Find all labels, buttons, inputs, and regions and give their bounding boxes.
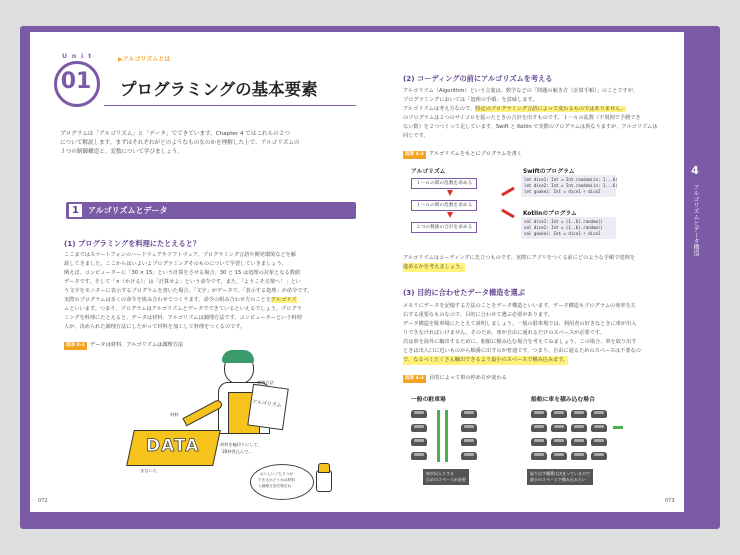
unit-badge bbox=[54, 53, 104, 103]
ship-title: 船舶に車を積み込む場合 bbox=[531, 397, 595, 403]
page-title: プログラミングの基本要素 bbox=[120, 80, 318, 99]
para1-line-6 bbox=[64, 296, 297, 305]
chapter-side-tab bbox=[684, 158, 706, 298]
lane-arrow-up-icon bbox=[437, 410, 440, 462]
intro-line-3: ３つの制御構造と、変数について学びましょう。 bbox=[60, 149, 183, 155]
car-icon bbox=[411, 424, 427, 432]
figure-badge-4-3: 図表 4-3 bbox=[405, 376, 424, 381]
label-recipe: 調理方法 bbox=[257, 380, 274, 385]
car-icon bbox=[461, 452, 477, 460]
algo-step-2: １～６の間の乱数を求める bbox=[411, 200, 477, 211]
algo-title: アルゴリズム bbox=[411, 169, 446, 175]
arrow-right-icon-swift bbox=[501, 187, 515, 197]
para2-line-1: アルゴリズム（Algorithm）という言葉は、数学などの「問題の解き方（計算手順）」のことですが、 bbox=[403, 88, 639, 94]
para2-line-2: プログラミングにおいては「処理の手順」を意味します。 bbox=[403, 97, 538, 103]
parking-note-line-1: 車が出入りする bbox=[426, 471, 454, 476]
label-note-1: 材料を輪切りにして、 bbox=[220, 442, 262, 447]
car-icon bbox=[411, 452, 427, 460]
para4-line-4: りできなければいけません。そのため、車が自由に通れるだけのスペースが必要です。 bbox=[403, 330, 605, 336]
subsection-heading-1: (1) プログラミングを料理にたとえると？ bbox=[64, 239, 201, 248]
parking-note-line-2: 広めのスペースが必要 bbox=[426, 477, 466, 482]
para2-line-6: 同じです。 bbox=[403, 133, 429, 139]
car-icon bbox=[591, 410, 607, 418]
intro-line-2: について解説します。まずはそれぞれがどのようなものなのかを理解した上で、アルゴリズムの bbox=[60, 140, 300, 146]
para1-line-5: う文字をモニターに表示するプログラムを書いた場合、「文字」がデータで、「表示する処理」が命令です。 bbox=[64, 288, 313, 294]
mascot-hat bbox=[318, 463, 330, 473]
kotlin-code-line-2: val dice2: Int = (1..6).random() bbox=[524, 225, 603, 230]
para1-line-8: ミングを料理にたとえると、データは材料、アルゴリズムは調理方法です。コンピューターという料理 bbox=[64, 315, 302, 321]
car-icon bbox=[531, 452, 547, 460]
figure-caption-4-3: 目的によって車の停め方が変わる bbox=[429, 375, 507, 381]
car-icon bbox=[531, 424, 547, 432]
car-icon bbox=[461, 410, 477, 418]
kotlin-code-line-3: val goukei: Int = dice1 + dice2 bbox=[524, 231, 601, 236]
subsection-heading-3: (3) 目的に合わせたデータ構造を選ぶ bbox=[403, 288, 525, 297]
para1-line-3: 例えば、コンピューターに「30 × 15」という計算をさせる場合、30 と 15 は処理の対象となる数値 bbox=[64, 270, 301, 276]
mascot bbox=[316, 470, 332, 492]
car-icon bbox=[551, 452, 567, 460]
chef-hair bbox=[222, 350, 254, 363]
ship-note-line-1: 取り出す順番は決まっているので bbox=[530, 471, 590, 476]
data-label: DATA bbox=[146, 436, 200, 456]
para3-line-2: 進めるかを考えましょう。 bbox=[403, 264, 466, 270]
para2-highlight: 特定のプログラミング言語によって変わるものではありません。 bbox=[475, 106, 626, 112]
section-title: アルゴリズムとデータ bbox=[88, 206, 168, 215]
parking-title: 一般の駐車場 bbox=[411, 397, 446, 403]
car-icon bbox=[591, 452, 607, 460]
para4-line-6: ときは出入口に近いものから順番に出すのが普通です。つまり、自由に通るためのスペースは不要なの bbox=[403, 348, 641, 354]
para1-highlight: アルゴリズ bbox=[271, 297, 297, 303]
para1-line-2: 説してきました。ここからはいよいよプログラミングそのものについて学習していきましょう。 bbox=[64, 261, 287, 267]
swift-code-line-2: let dice2: Int = Int.random(in: 1...6) bbox=[524, 183, 618, 188]
chapter-tab-text: アルゴリズムとデータ構造 bbox=[692, 184, 699, 256]
para4-line-1: メモリにデータを記憶する方法のことをデータ構造といいます。データ構造もプログラムの効率を左 bbox=[403, 303, 636, 309]
para4-line-2: 右する重要なものなので、目的に合わせて選ぶ必要があります。 bbox=[403, 312, 553, 318]
figure-badge-4-1: 図表 4-1 bbox=[66, 343, 85, 348]
title-rule bbox=[104, 105, 356, 106]
para2-line-3: アルゴリズムは考え方なので、特定のプログラミング言語によって変わるものではありません。 bbox=[403, 106, 626, 112]
car-icon bbox=[571, 438, 587, 446]
figure-badge-4-2: 図表 4-2 bbox=[405, 152, 424, 157]
section-number: 1 bbox=[69, 204, 82, 217]
para3-line-1: アルゴリズムはコーディングに先立つものです。実際にアプリをつくる前にどのような手順で処理を bbox=[403, 255, 635, 261]
car-icon bbox=[551, 438, 567, 446]
lane-arrow-down-icon bbox=[445, 410, 448, 462]
para1-line-1: ここまではスマートフォンのハードウェアやソフトウェア、プログラミング言語や開発環境などを解 bbox=[64, 252, 296, 258]
car-icon bbox=[591, 438, 607, 446]
car-icon bbox=[591, 424, 607, 432]
algo-step-1: １～６の間の乱数を求める bbox=[411, 178, 477, 189]
recipe-board-text: アルゴリズム bbox=[251, 398, 282, 410]
car-icon bbox=[571, 424, 587, 432]
para4-line-3: データ構造を駐車場にたとえて説明しましょう。一般の駐車場では、利用者の好きなときに車が出入 bbox=[403, 321, 637, 327]
swift-code-line-1: let dice1: Int = Int.random(in: 1...6) bbox=[524, 177, 618, 182]
arrow-down-icon-2 bbox=[447, 212, 453, 218]
car-icon bbox=[571, 410, 587, 418]
kotlin-code-line-1: val dice1: Int = (1..6).random() bbox=[524, 219, 603, 224]
para4-line-7: で、なるべくたくさん輸出できるよう最小のスペースで積み込みます。 bbox=[403, 357, 569, 363]
para1-line-4: データです。そして「×（かける）」は「計算せよ」という命令です。また、「ようこそ音楽へ！」とい bbox=[64, 279, 301, 285]
car-icon bbox=[571, 452, 587, 460]
page-number-right: 073 bbox=[665, 498, 675, 504]
para1-line-7: ムといいます。つまり、プログラムはアルゴリズムとデータでできているといえるでしょう。プログラ bbox=[64, 306, 302, 312]
car-icon bbox=[551, 424, 567, 432]
label-note-2: 30秒煮込んで… bbox=[222, 449, 253, 454]
car-icon bbox=[411, 410, 427, 418]
intro-line-1: プログラムは「アルゴリズム」と「データ」でできています。Chapter 4 ではこれらの２つ bbox=[60, 131, 291, 137]
exit-arrow-icon bbox=[613, 426, 623, 429]
kotlin-title: Kotlinのプログラム bbox=[523, 211, 577, 217]
figure-caption-4-1: データは材料、アルゴリズムは調理方法 bbox=[90, 342, 184, 348]
para2-line-4: のプログラムは２つのサイコロを振ったときの合計を出すものです。１～６の乱数（不規則で予測でき bbox=[403, 115, 641, 121]
para4-line-5: 次は車を海外に輸出するために、船舶に積み込む場合を考えてみましょう。この場合、車を取り出す bbox=[403, 339, 637, 345]
car-icon bbox=[461, 438, 477, 446]
bubble-line-2: できるかどうかは材料 bbox=[258, 478, 295, 482]
para1-line-6-text: 実際のプログラムは多くの命令を組み合わせてつくります。命令の組み合わせ方のことを bbox=[64, 297, 272, 303]
swift-code-line-3: let goukei: Int = dice1 + dice2 bbox=[524, 189, 601, 194]
ship-note bbox=[527, 469, 593, 485]
swift-title: Swiftのプログラム bbox=[523, 169, 575, 175]
unit-label: Unit bbox=[62, 53, 97, 60]
section-tag: ▶アルゴリズムとは bbox=[118, 56, 171, 63]
unit-number: 01 bbox=[60, 69, 92, 94]
bubble-line-1: おいしいごちそうが bbox=[260, 472, 294, 476]
ship-note-line-2: 最小のスペースで積み込みたい bbox=[530, 477, 586, 482]
para1-line-9: 人が、決められた調理方法にしたがって材料を加工して料理をつくるのです。 bbox=[64, 324, 246, 330]
right-page bbox=[371, 32, 684, 512]
car-icon bbox=[551, 410, 567, 418]
car-icon bbox=[461, 424, 477, 432]
bubble-line-3: と調理方法次第だね bbox=[258, 484, 292, 488]
label-material: 材料 bbox=[170, 412, 179, 417]
figure-caption-4-2: アルゴリズムをもとにプログラムを書く bbox=[429, 151, 523, 157]
arrow-right-icon-kotlin bbox=[501, 209, 515, 219]
car-icon bbox=[411, 438, 427, 446]
arrow-down-icon-1 bbox=[447, 190, 453, 196]
cooking-illustration bbox=[100, 350, 340, 500]
car-icon bbox=[531, 438, 547, 446]
para2-line-5: ない数）を２つつくって足しています。Swift と Kotlin で実際のプログラムは異なりますが、アルゴリズムは bbox=[403, 124, 658, 130]
algo-step-3: ２つの数値の合計を求める bbox=[411, 222, 477, 233]
parking-note bbox=[423, 469, 469, 485]
chapter-tab-number: 4 bbox=[691, 164, 699, 177]
left-page bbox=[30, 32, 371, 512]
label-cutting-board: まないた bbox=[140, 468, 157, 473]
page-number-left: 072 bbox=[38, 498, 48, 504]
subsection-heading-2: (2) コーディングの前にアルゴリズムを考える bbox=[403, 74, 553, 83]
car-icon bbox=[531, 410, 547, 418]
